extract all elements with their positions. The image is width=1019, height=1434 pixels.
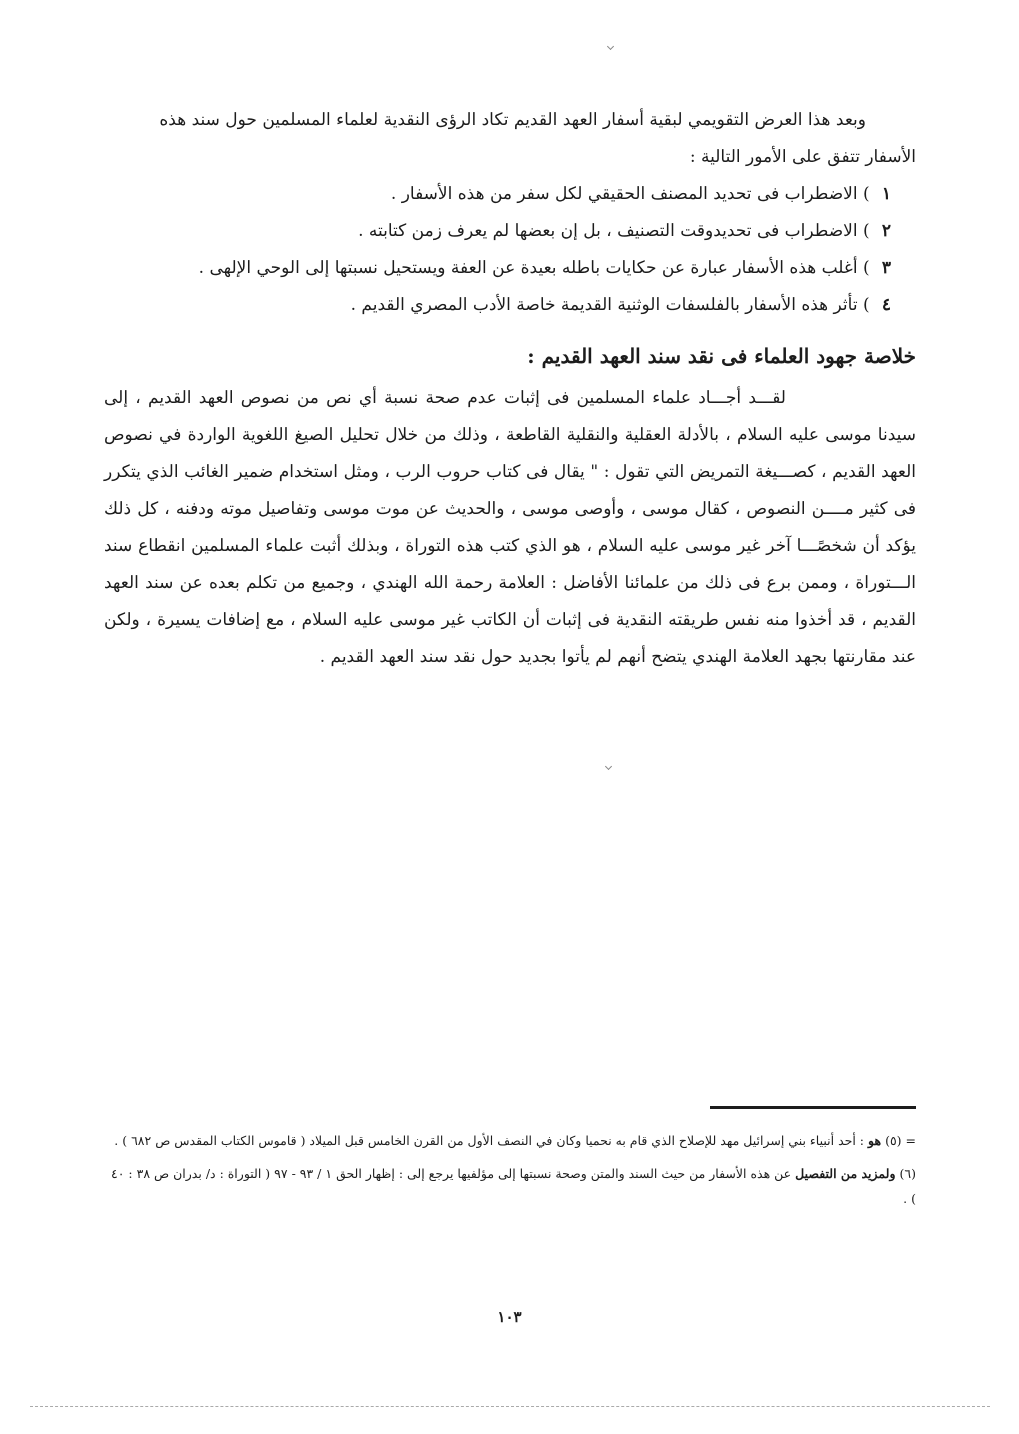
intro-line-2: الأسفار تتفق على الأمور التالية : (689, 147, 916, 167)
list-item (104, 287, 891, 324)
point-text: ) الاضطراب فى تحديد المصنف الحقيقي لكل سفر من هذه الأسفار . (390, 184, 870, 204)
point-text: ) تأثر هذه الأسفار بالفلسفات الوثنية القديمة خاصة الأدب المصري القديم . (350, 295, 870, 315)
footnote-keyword: ولمزيد من التفصيل (795, 1166, 896, 1181)
point-text: ) الاضطراب فى تحديدوقت التصنيف ، بل إن بعضها لم يعرف زمن كتابته . (358, 221, 870, 241)
footnote-marker: = (٥) (885, 1133, 916, 1148)
list-item (104, 250, 891, 287)
footnotes (104, 1128, 916, 1219)
intro-line-1: وبعد هذا العرض التقويمي لبقية أسفار العهد القديم تكاد الرؤى النقدية لعلماء المسلمين حول سند هذه (159, 110, 866, 130)
point-text: ) أغلب هذه الأسفار عبارة عن حكايات باطله بعيدة عن العفة ويستحيل نسبتها إلى الوحي الإلهى . (198, 258, 870, 278)
list-item (104, 176, 891, 213)
footnote-keyword: هو (868, 1133, 882, 1148)
footnote-text: عن هذه الأسفار من حيث السند والمتن وصحة نسبتها إلى مؤلفيها يرجع إلى : إظهار الحق ١ / ٩٣ - ٩٧ ( التوراة : د/ بدران ص ٣٨ : ٤٠ ) . (111, 1166, 916, 1206)
scan-mark (607, 43, 614, 50)
footnote-marker: (٦) (899, 1166, 916, 1181)
footnote-divider (710, 1106, 916, 1109)
scan-mark (605, 763, 612, 770)
section-heading: خلاصة جهود العلماء فى نقد سند العهد القديم : (527, 344, 916, 368)
footnote-6 (104, 1161, 916, 1211)
points-list (104, 176, 916, 324)
footnote-5 (104, 1128, 916, 1153)
point-number: ٤ (881, 295, 891, 315)
point-number: ١ (881, 184, 891, 204)
scan-edge-line (30, 1406, 990, 1407)
body-paragraph: لقـــد أجـــاد علماء المسلمين فى إثبات عدم صحة نسبة أي نص من نصوص العهد القديم ، إلى سيدنا موسى عليه السلام ، بالأدلة العقلية والنقلية القاطعة ، وذلك من خلال تحليل الصيغ اللغوية الواردة في نصوص العهد القديم ، كصـــيغة التمريض التي تقول : " يقال فى كتاب حروب الرب ، ومثل استخدام ضمير الغائب الذي يتكرر فى كثير مــــن النصوص ، كقال موسى ، وأوصى موسى ، والحديث عن موت موسى وتفاصيل موته ودفنه ، كل ذلك يؤكد أن شخصًـــا آخر غير موسى عليه السلام ، هو الذي كتب هذه التوراة ، وبذلك أثبت علماء المسلمين انقطاع سند الـــتوراة ، وممن برع فى ذلك من علمائنا الأفاضل : العلامة رحمة الله الهندي ، وجميع من تكلم بعده عن سند العهد القديم ، قد أخذوا منه نفس طريقته النقدية فى إثبات أن الكاتب غير موسى عليه السلام ، مع إضافات يسيرة ، ولكن عند مقارنتها بجهد العلامة الهندي يتضح أنهم لم يأتوا بجديد حول نقد سند العهد القديم . (104, 388, 916, 667)
main-text (104, 102, 916, 676)
point-number: ٢ (881, 221, 891, 241)
point-number: ٣ (881, 258, 891, 278)
list-item (104, 213, 891, 250)
footnote-text: : أحد أنبياء بني إسرائيل مهد للإصلاح الذي قام به نحميا وكان في النصف الأول من القرن الخامس قبل الميلاد ( قاموس الكتاب المقدس ص ٦٨٢ ) . (114, 1133, 865, 1148)
page-number: ١٠٣ (497, 1308, 522, 1326)
